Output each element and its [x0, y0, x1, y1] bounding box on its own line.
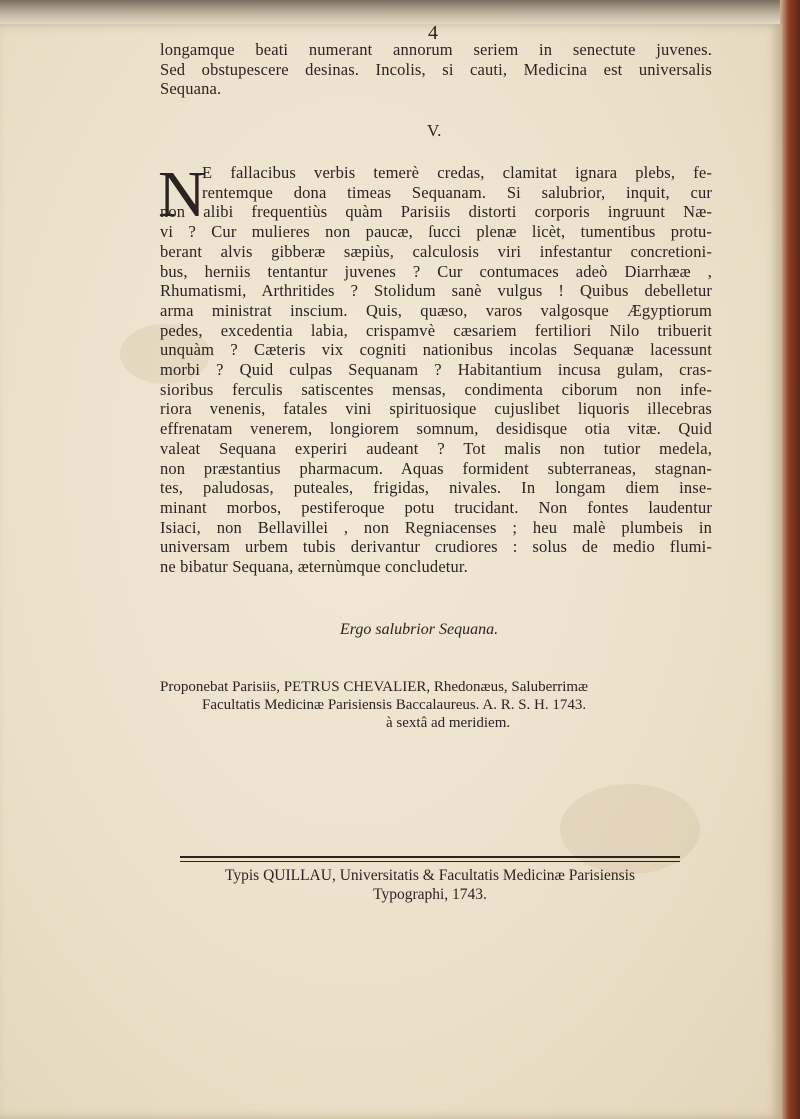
main-paragraph [158, 158, 712, 577]
text-line: rentemque dona timeas Sequanam. Si salubrior, inquit, cur [202, 182, 712, 202]
section-heading: V. [427, 121, 442, 140]
text-line: non præstantius pharmacum. Aquas formident subterraneas, stagnan- [160, 458, 712, 478]
proponebat-line: Facultatis Medicinæ Parisiensis Baccalaureus. A. R. S. H. 1743. [202, 697, 587, 713]
text-line: morbi ? Quid culpas Sequanam ? Habitantium incusa gulam, cras- [160, 360, 712, 380]
printer-imprint [180, 866, 680, 904]
text-line: universam urbem tubis derivantur crudiores : solus de medio flumi- [160, 537, 712, 557]
proponebat-line: Proponebat Parisiis, PETRUS CHEVALIER, Rhedonæus, Saluberrimæ [160, 679, 589, 695]
page-number: 4 [428, 22, 438, 44]
imprint-line: Typographi, 1743. [373, 886, 487, 903]
text-line: arma ministrat inscium. Quis, quæso, varos valgosque Ægyptiorum [160, 300, 712, 320]
text-line: riora venenis, fatales vini spirituosique cujuslibet liquoris illecebras [160, 399, 712, 419]
divider-rule [180, 856, 680, 858]
book-binding-edge [780, 0, 800, 1119]
top-text-block [160, 40, 712, 99]
drop-cap: N [158, 158, 206, 231]
text-line: valeat Sequana experiri audeant ? Tot malis non tutior medela, [160, 438, 712, 458]
text-line: minant morbos, pestiferoque potu trucidant. Non fontes laudentur [160, 497, 712, 517]
divider-rule [180, 861, 680, 862]
proponebat-block [160, 678, 712, 732]
text-line: pedes, excedentia labia, crispamvè cæsariem fertiliori Nilo tribuerit [160, 320, 712, 340]
proponebat-line: à sextâ ad meridiem. [386, 715, 511, 731]
text-line: Sequana. [160, 79, 222, 99]
text-line: Sed obstupescere desinas. Incolis, si cauti, Medicina est universalis [160, 59, 712, 79]
text-line: Isiaci, non Bellavillei , non Regniacenses ; heu malè plumbeis in [160, 517, 712, 537]
text-line: effrenatam venerem, longiorem somnum, desidisque otia vitæ. Quid [160, 419, 712, 439]
text-line: unquàm ? Cæteris vix cogniti nationibus incolas Sequanæ lacessunt [160, 340, 712, 360]
text-line: berant alvis gibberæ sæpiùs, calculosis viri infestantur concretioni- [160, 241, 712, 261]
text-line: bus, herniis tentantur juvenes ? Cur contumaces adeò Diarrhææ , [160, 261, 712, 281]
text-line: tes, paludosas, puteales, frigidas, nivales. In longam diem inse- [160, 478, 712, 498]
imprint-line: Typis QUILLAU, Universitatis & Facultatis Medicinæ Parisiensis [224, 867, 636, 884]
text-line: non alibi frequentiùs quàm Parisiis distorti corporis ingruunt Næ- [160, 202, 712, 222]
conclusion-line: Ergo salubrior Sequana. [340, 621, 499, 638]
text-line: longamque beati numerant annorum seriem in senectute juvenes. [160, 40, 712, 59]
text-line: vi ? Cur mulieres non paucæ, ſucci plenæ licèt, tumentibus protu- [160, 222, 712, 242]
text-line: E fallacibus verbis temerè credas, clamitat ignara plebs, fe- [202, 163, 712, 182]
text-line: ne bibatur Sequana, æternùmque concludetur. [160, 557, 468, 577]
text-line: sioribus ferculis satiscentes mensas, condimenta ciborum non infe- [160, 379, 712, 399]
text-line: Rhumatismi, Arthritides ? Stolidum sanè vulgus ! Quibus debelletur [160, 281, 712, 301]
